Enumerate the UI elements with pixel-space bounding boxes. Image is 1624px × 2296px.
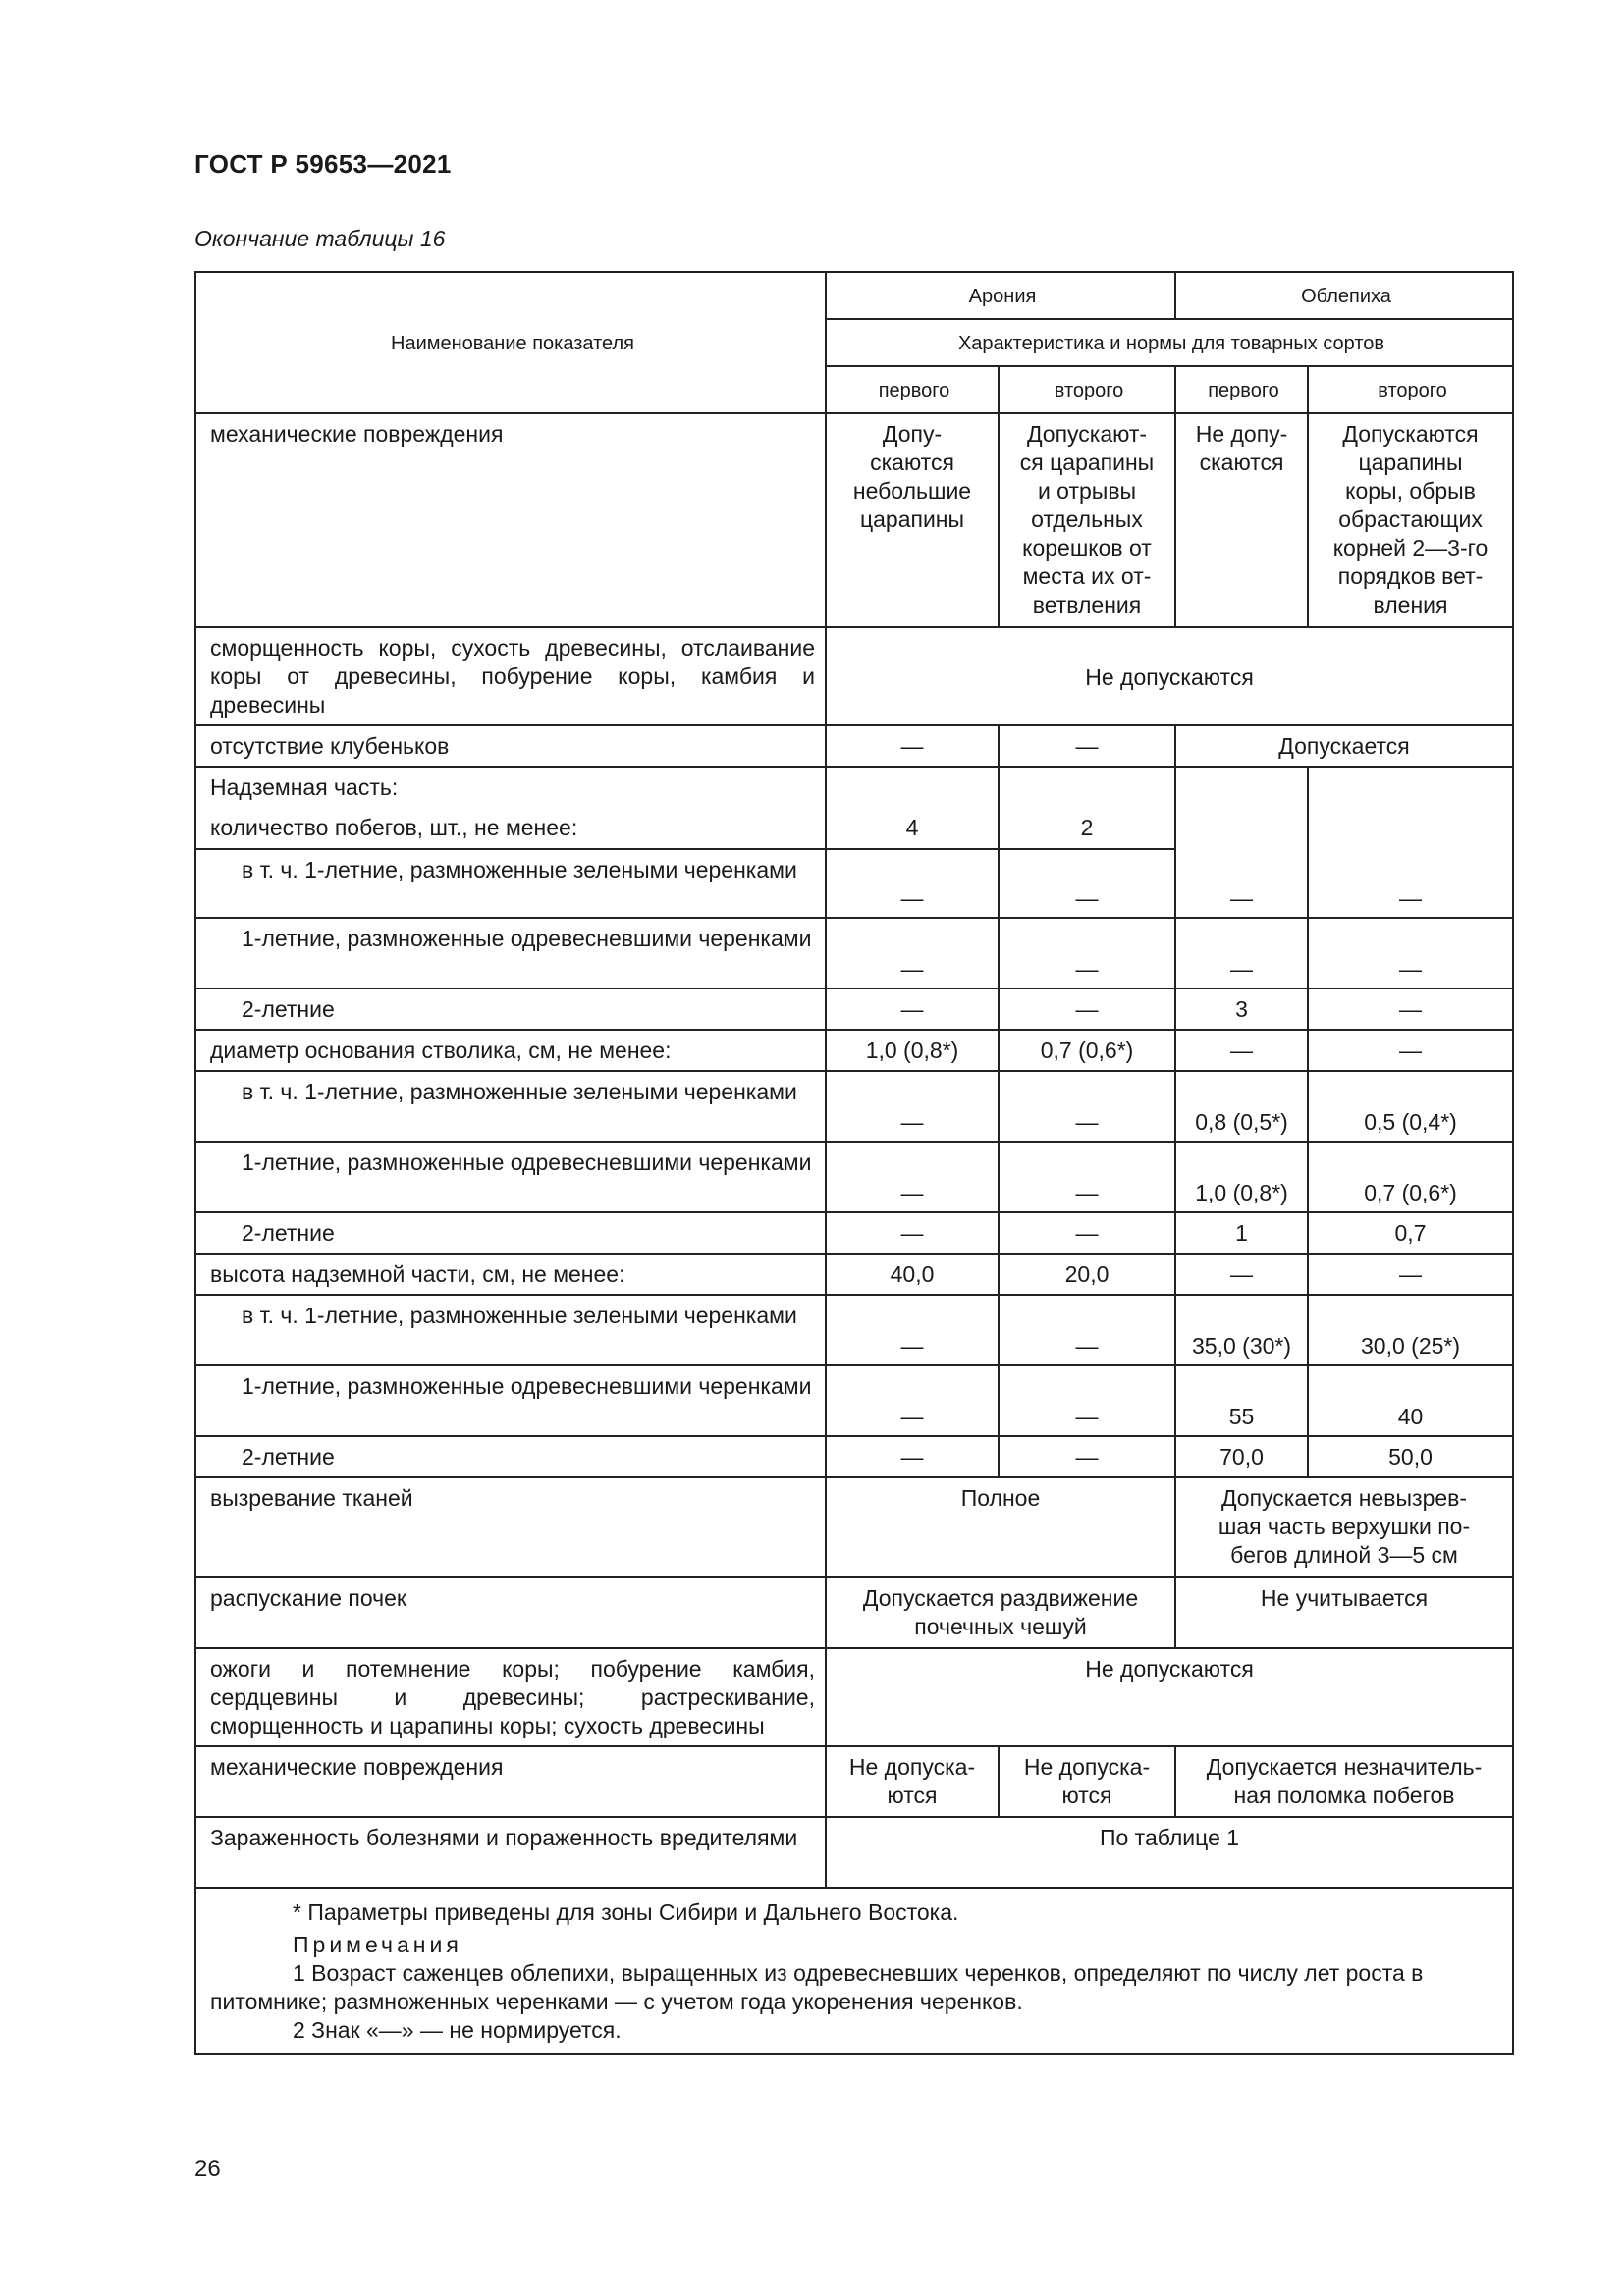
table-row	[195, 849, 1513, 918]
row-label: отсутствие клубеньков	[195, 725, 826, 767]
cell-value: 1,0 (0,8*)	[826, 1030, 999, 1071]
cell-value: —	[826, 1365, 999, 1436]
cell-value: Не допускаются	[826, 627, 1513, 725]
cell-value: —	[999, 1142, 1175, 1212]
header-aronia-second: второго	[999, 366, 1175, 413]
table-caption: Окончание таблицы 16	[194, 226, 446, 251]
data-table	[194, 271, 1514, 2055]
table-row	[195, 808, 1513, 849]
cell-value: Не допуска- ются	[999, 1746, 1175, 1817]
row-label: высота надземной части, см, не менее:	[195, 1254, 826, 1295]
row-label: 2-летние	[195, 988, 826, 1030]
cell-value: —	[826, 1071, 999, 1142]
cell-value: 30,0 (25*)	[1308, 1295, 1513, 1365]
cell-value: Допускается раздвижение почечных чешуй	[826, 1577, 1175, 1648]
cell-value: —	[999, 918, 1175, 988]
header-oblepikha-second: второго	[1308, 366, 1513, 413]
cell-value: По таблице 1	[826, 1817, 1513, 1888]
row-label: 1-летние, размноженные одревесневшими черенками	[195, 1365, 826, 1436]
footnote: * Параметры приведены для зоны Сибири и Дальнего Востока.	[293, 1899, 959, 1925]
cell-value: 1	[1175, 1212, 1308, 1254]
row-label: в т. ч. 1-летние, размноженные зелеными черенками	[195, 849, 826, 918]
cell-value: 35,0 (30*)	[1175, 1295, 1308, 1365]
cell-value: —	[1308, 849, 1513, 918]
row-label: 2-летние	[195, 1436, 826, 1477]
cell-value: —	[1308, 988, 1513, 1030]
document-code: ГОСТ Р 59653—2021	[194, 149, 452, 179]
cell-value: —	[1175, 849, 1308, 918]
cell-value: 0,7	[1308, 1212, 1513, 1254]
row-label: количество побегов, шт., не менее:	[195, 808, 826, 849]
cell-value: —	[826, 1142, 999, 1212]
row-label: 1-летние, размноженные одревесневшими черенками	[195, 918, 826, 988]
cell-value: Допускаются царапины коры, обрыв обрастающих корней 2—3-го порядков вет- вления	[1308, 413, 1513, 627]
table-row	[195, 725, 1513, 767]
cell-value: —	[1175, 918, 1308, 988]
cell-value: Не допускаются	[826, 1648, 1513, 1746]
cell-value: 4	[826, 808, 999, 849]
cell-value: 50,0	[1308, 1436, 1513, 1477]
header-oblepikha-first: первого	[1175, 366, 1308, 413]
row-label: в т. ч. 1-летние, размноженные зелеными черенками	[195, 1295, 826, 1365]
table-row	[195, 1030, 1513, 1071]
row-label: механические повреждения	[195, 1746, 826, 1817]
row-label: сморщенность коры, сухость древесины, отслаивание коры от древесины, побурение коры, камбия и древесины	[195, 627, 826, 725]
cell-value: —	[999, 1436, 1175, 1477]
cell-value: —	[826, 988, 999, 1030]
cell-value: 70,0	[1175, 1436, 1308, 1477]
cell-value: 1,0 (0,8*)	[1175, 1142, 1308, 1212]
cell-value: —	[999, 988, 1175, 1030]
row-label: Зараженность болезнями и пораженность вредителями	[195, 1817, 826, 1888]
table-row	[195, 1295, 1513, 1365]
notes-row	[195, 1888, 1513, 2054]
row-label: распускание почек	[195, 1577, 826, 1648]
table-row	[195, 1212, 1513, 1254]
cell-value: —	[826, 1212, 999, 1254]
table-row	[195, 767, 1513, 808]
cell-value: —	[826, 1436, 999, 1477]
header-oblepikha: Облепиха	[1175, 272, 1513, 319]
table-row	[195, 1142, 1513, 1212]
cell-value: Не допу- скаются	[1175, 413, 1308, 627]
header-norms: Характеристика и нормы для товарных сортов	[826, 319, 1513, 366]
cell-value: —	[999, 725, 1175, 767]
cell-value: 0,7 (0,6*)	[1308, 1142, 1513, 1212]
cell-value: —	[999, 849, 1175, 918]
row-label: диаметр основания стволика, см, не менее:	[195, 1030, 826, 1071]
header-aronia: Арония	[826, 272, 1175, 319]
cell-value: Допускается незначитель- ная поломка побегов	[1175, 1746, 1513, 1817]
cell-value: Не учитывается	[1175, 1577, 1513, 1648]
table-row	[195, 988, 1513, 1030]
row-label: ожоги и потемнение коры; побурение камбия, сердцевины и древесины; растрескивание, сморщенность и царапины коры; сухость древесины	[195, 1648, 826, 1746]
table-row	[195, 1365, 1513, 1436]
cell-value: 20,0	[999, 1254, 1175, 1295]
cell-value: Допускают- ся царапины и отрывы отдельных корешков от места их от- ветвления	[999, 413, 1175, 627]
cell-value: —	[999, 1071, 1175, 1142]
cell-value: Допускается	[1175, 725, 1513, 767]
cell-value: Полное	[826, 1477, 1175, 1577]
cell-value: —	[826, 725, 999, 767]
cell-value: 40,0	[826, 1254, 999, 1295]
cell-value: Допускается невызрев- шая часть верхушки по- бегов длиной 3—5 см	[1175, 1477, 1513, 1577]
row-label: Надземная часть:	[195, 767, 826, 808]
cell-value: —	[999, 1365, 1175, 1436]
row-label: в т. ч. 1-летние, размноженные зелеными черенками	[195, 1071, 826, 1142]
table-row	[195, 627, 1513, 725]
cell-value: —	[826, 1295, 999, 1365]
cell-value: —	[826, 849, 999, 918]
notes-cell	[195, 1888, 1513, 2054]
table-row	[195, 1436, 1513, 1477]
cell-value: Не допуска- ются	[826, 1746, 999, 1817]
cell-value: 55	[1175, 1365, 1308, 1436]
table-row	[195, 1648, 1513, 1746]
table-row	[195, 918, 1513, 988]
cell-value: —	[1175, 1254, 1308, 1295]
cell-value: 2	[999, 808, 1175, 849]
table-row	[195, 1817, 1513, 1888]
cell-value: —	[999, 1212, 1175, 1254]
cell-value: 0,7 (0,6*)	[999, 1030, 1175, 1071]
cell-value: Допу- скаются небольшие царапины	[826, 413, 999, 627]
page-number: 26	[194, 2156, 221, 2182]
cell-value: —	[1308, 1030, 1513, 1071]
cell-value: —	[826, 918, 999, 988]
table-row	[195, 1577, 1513, 1648]
table-row	[195, 1477, 1513, 1577]
header-indicator: Наименование показателя	[195, 272, 826, 413]
cell-value: —	[1175, 1030, 1308, 1071]
row-label: 2-летние	[195, 1212, 826, 1254]
cell-value: —	[1308, 918, 1513, 988]
cell-value: 0,5 (0,4*)	[1308, 1071, 1513, 1142]
row-label: 1-летние, размноженные одревесневшими черенками	[195, 1142, 826, 1212]
note-2: 2 Знак «—» — не нормируется.	[293, 2017, 622, 2043]
header-aronia-first: первого	[826, 366, 999, 413]
cell-value: 3	[1175, 988, 1308, 1030]
note-1: 1 Возраст саженцев облепихи, выращенных из одревесневших черенков, определяют по числу лет роста в питомнике; размноженных черенками — с учетом года укоренения черенков.	[210, 1960, 1424, 2014]
row-label: механические повреждения	[195, 413, 826, 627]
cell-value: 40	[1308, 1365, 1513, 1436]
cell-value: —	[999, 1295, 1175, 1365]
table-row	[195, 1746, 1513, 1817]
cell-value: —	[1308, 1254, 1513, 1295]
table-row	[195, 1254, 1513, 1295]
notes-title: Примечания	[293, 1932, 462, 1957]
row-label: вызревание тканей	[195, 1477, 826, 1577]
cell-value: 0,8 (0,5*)	[1175, 1071, 1308, 1142]
table-row	[195, 1071, 1513, 1142]
table-row	[195, 413, 1513, 627]
